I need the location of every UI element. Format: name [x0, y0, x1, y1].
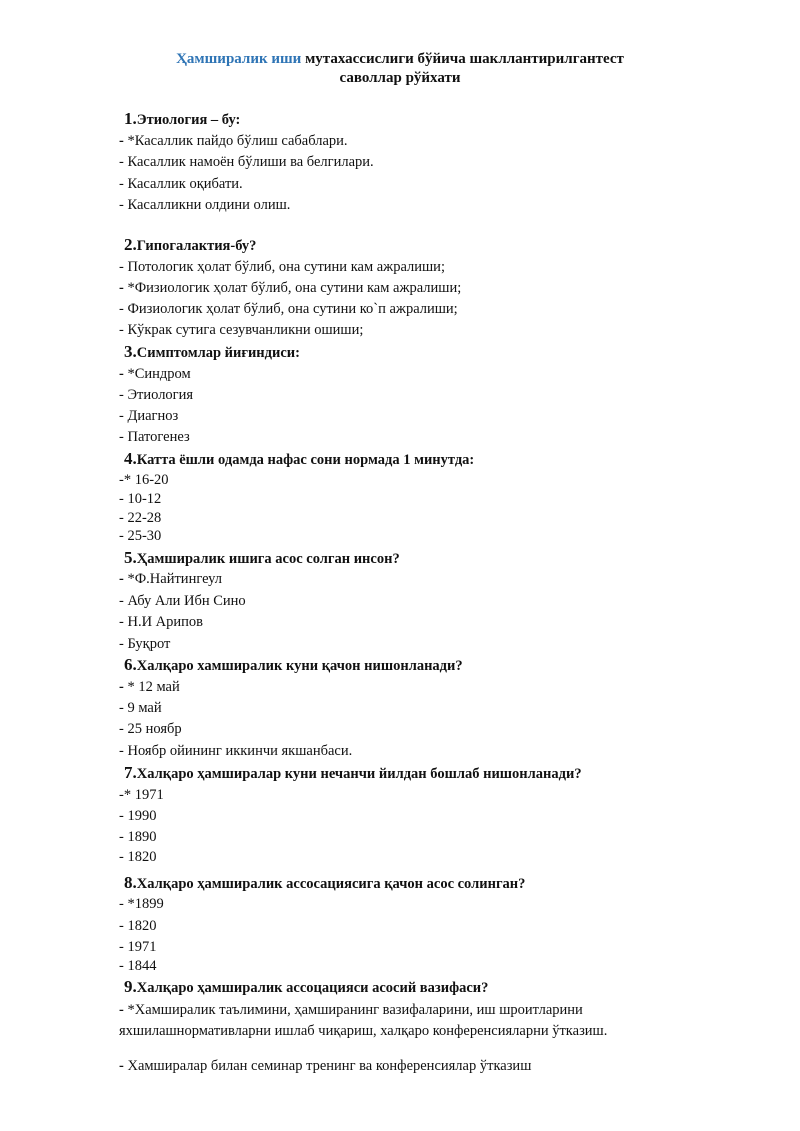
- document-title: [0, 50, 800, 88]
- answer-option: - Этиология: [119, 387, 194, 403]
- answer-option: - * 12 май: [119, 679, 180, 695]
- answer-option: - *Физиологик ҳолат бўлиб, она сутини кам ажралиши;: [119, 280, 462, 296]
- answer-option: - *Касаллик пайдо бўлиш сабаблари.: [119, 133, 348, 149]
- answer-option: - 9 май: [119, 700, 162, 716]
- answer-option: - 25 ноябр: [119, 721, 182, 737]
- answer-option: - 25-30: [119, 528, 162, 544]
- answer-option: - Физиологик ҳолат бўлиб, она сутини ко`п ажралиши;: [119, 301, 458, 317]
- answer-option: - Патогенез: [119, 429, 190, 445]
- answer-option: - 1820: [119, 918, 157, 934]
- answer-option: - 1820: [119, 849, 157, 865]
- answer-option: - Диагноз: [119, 408, 179, 424]
- question-9: 9.Халқаро ҳамширалик ассоцацияси асосий вазифаси?: [124, 977, 489, 996]
- answer-option: - 1990: [119, 808, 157, 824]
- answer-option: - *Синдром: [119, 366, 191, 382]
- answer-option: - *1899: [119, 896, 164, 912]
- question-5: 5.Ҳамширалик ишига асос солган инсон?: [124, 548, 400, 567]
- answer-option: - 1890: [119, 829, 157, 845]
- answer-option: - 10-12: [119, 491, 162, 507]
- answer-option: -* 1971: [119, 787, 164, 803]
- question-4: 4.Катта ёшли одамда нафас сони нормада 1 минутда:: [124, 449, 475, 468]
- title-accent: Ҳамширалик иши: [176, 51, 302, 67]
- answer-option: - Касаллик намоён бўлиши ва белгилари.: [119, 154, 374, 170]
- answer-option: - Касалликни олдини олиш.: [119, 197, 291, 213]
- answer-option: - Абу Али Ибн Сино: [119, 593, 246, 609]
- answer-option: - 1971: [119, 939, 157, 955]
- answer-option: - Касаллик оқибати.: [119, 176, 243, 192]
- answer-option: - 1844: [119, 958, 157, 974]
- answer-option: - Н.И Арипов: [119, 614, 203, 630]
- answer-option: - *Хамширалик таълимини, ҳамширанинг вазифаларини, иш шроитларини яхшилашнормативларни ишлаб чиқариш, халқаро конференсияларни ўтказиш.: [119, 1002, 608, 1039]
- question-6: 6.Халқаро хамширалик куни қачон нишонланади?: [124, 655, 463, 674]
- answer-option: - Потологик ҳолат бўлиб, она сутини кам ажралиши;: [119, 259, 445, 275]
- question-1: 1.Этиология – бу:: [124, 109, 241, 128]
- answer-option: - Ноябр ойининг иккинчи якшанбаси.: [119, 743, 353, 759]
- answer-option: - 22-28: [119, 510, 162, 526]
- answer-option: -* 16-20: [119, 472, 169, 488]
- answer-option: - Хамширалар билан семинар тренинг ва конференсиялар ўтказиш: [119, 1058, 532, 1074]
- question-7: 7.Халқаро ҳамширалар куни нечанчи йилдан бошлаб нишонланади?: [124, 763, 582, 782]
- title-line2: саволлар рўйхати: [339, 70, 461, 86]
- title-line1: мутахассислиги бўйича шакллантирилгантест: [301, 51, 624, 67]
- answer-option: - Буқрот: [119, 636, 171, 652]
- answer-option: - Кўкрак сутига сезувчанликни ошиши;: [119, 322, 364, 338]
- answer-option: - *Ф.Найтингеул: [119, 571, 223, 587]
- question-3: 3.Симптомлар йиғиндиси:: [124, 342, 300, 361]
- question-8: 8.Халқаро ҳамширалик ассосациясига қачон асос солинган?: [124, 873, 526, 892]
- question-2: 2.Гипогалактия-бу?: [124, 235, 257, 254]
